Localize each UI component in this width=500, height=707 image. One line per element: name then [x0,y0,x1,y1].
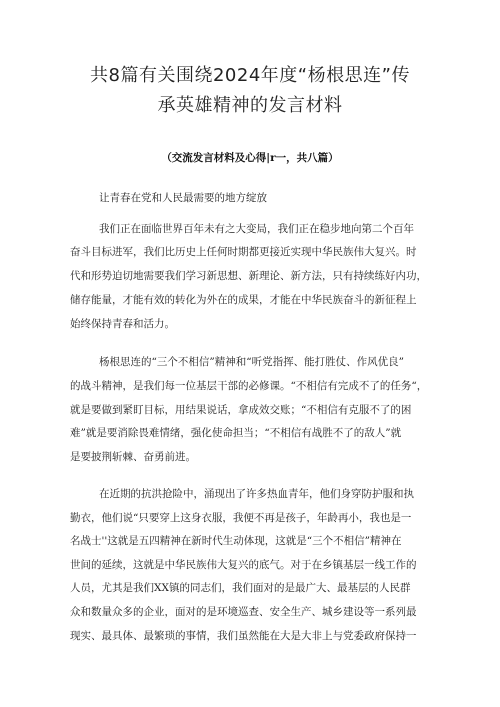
document-title-line-1: 共8篇有关围绕2024年度“杨根思连”传 [90,65,410,86]
paragraph-1-line-5: 始终保持青春和活力。 [70,318,175,330]
paragraph-2-line-3: 就是要做到紧盯目标，用结果说话，拿成效交账；“不相信有克服不了的困 [70,404,412,416]
paragraph-2-line-4: 难”就是要消除畏难情绪，强化使命担当；“不相信有战胜不了的敌人”就 [70,427,402,439]
paragraph-3-line-2: 勤衣，他们说“只要穿上这身衣服，我便不再是孩子，年龄再小，我也是一 [70,512,412,524]
paragraph-1-line-1: 我们正在面临世界百年未有之大变局，我们正在稳步地向第二个百年 [99,223,414,235]
document-title-line-2: 承英雄精神的发言材料 [157,95,343,116]
section-heading: 让青春在党和人民最需要的地方绽放 [99,192,267,204]
paragraph-3-line-1: 在近期的抗洪抢险中，涌现出了许多热血青年，他们身穿防护服和执 [99,488,414,500]
paragraph-3-line-3: 名战士''这就是五四精神在新时代生动体现，这就是“三个不相信”精神在 [70,535,402,547]
paragraph-1-line-2: 奋斗目标进军，我们比历史上任何时期都更接近实现中华民族伟大复兴。时 [70,246,417,258]
paragraph-3-line-5: 人员，尤其是我们XX镇的同志们，我们面对的是最广大、最基层的人民群 [70,582,411,594]
paragraph-2-line-1: 杨根思连的“三个不相信”精神和“听党指挥、能打胜仗、作风优良” [99,356,404,368]
paragraph-3-line-4: 世间的延续，这就是中华民族伟大复兴的底气。对于在乡镇基层一线工作的 [70,559,417,571]
paragraph-1-line-3: 代和形势迫切地需要我们学习新思想、新理论、新方法，只有持续练好内功， [70,270,427,282]
document-subtitle: （交流发言材料及心得|r一，共八篇） [161,152,339,164]
paragraph-3-line-6: 众和数量众多的企业，面对的是环境巡查、安全生产、城乡建设等一系列最 [70,606,417,618]
paragraph-3-line-7: 现实、最具体、最繁琐的事情，我们虽然能在大是大非上与党委政府保持一 [70,630,417,642]
paragraph-2-line-5: 是要披荆斩棘、奋勇前进。 [70,451,196,463]
paragraph-2-line-2: 的战斗精神，是我们每一位基层干部的必修课。“不相信有完成不了的任务“， [70,380,428,392]
paragraph-1-line-4: 储存能量，才能有效的转化为外在的成果，才能在中华民族奋斗的新征程上 [70,294,417,306]
